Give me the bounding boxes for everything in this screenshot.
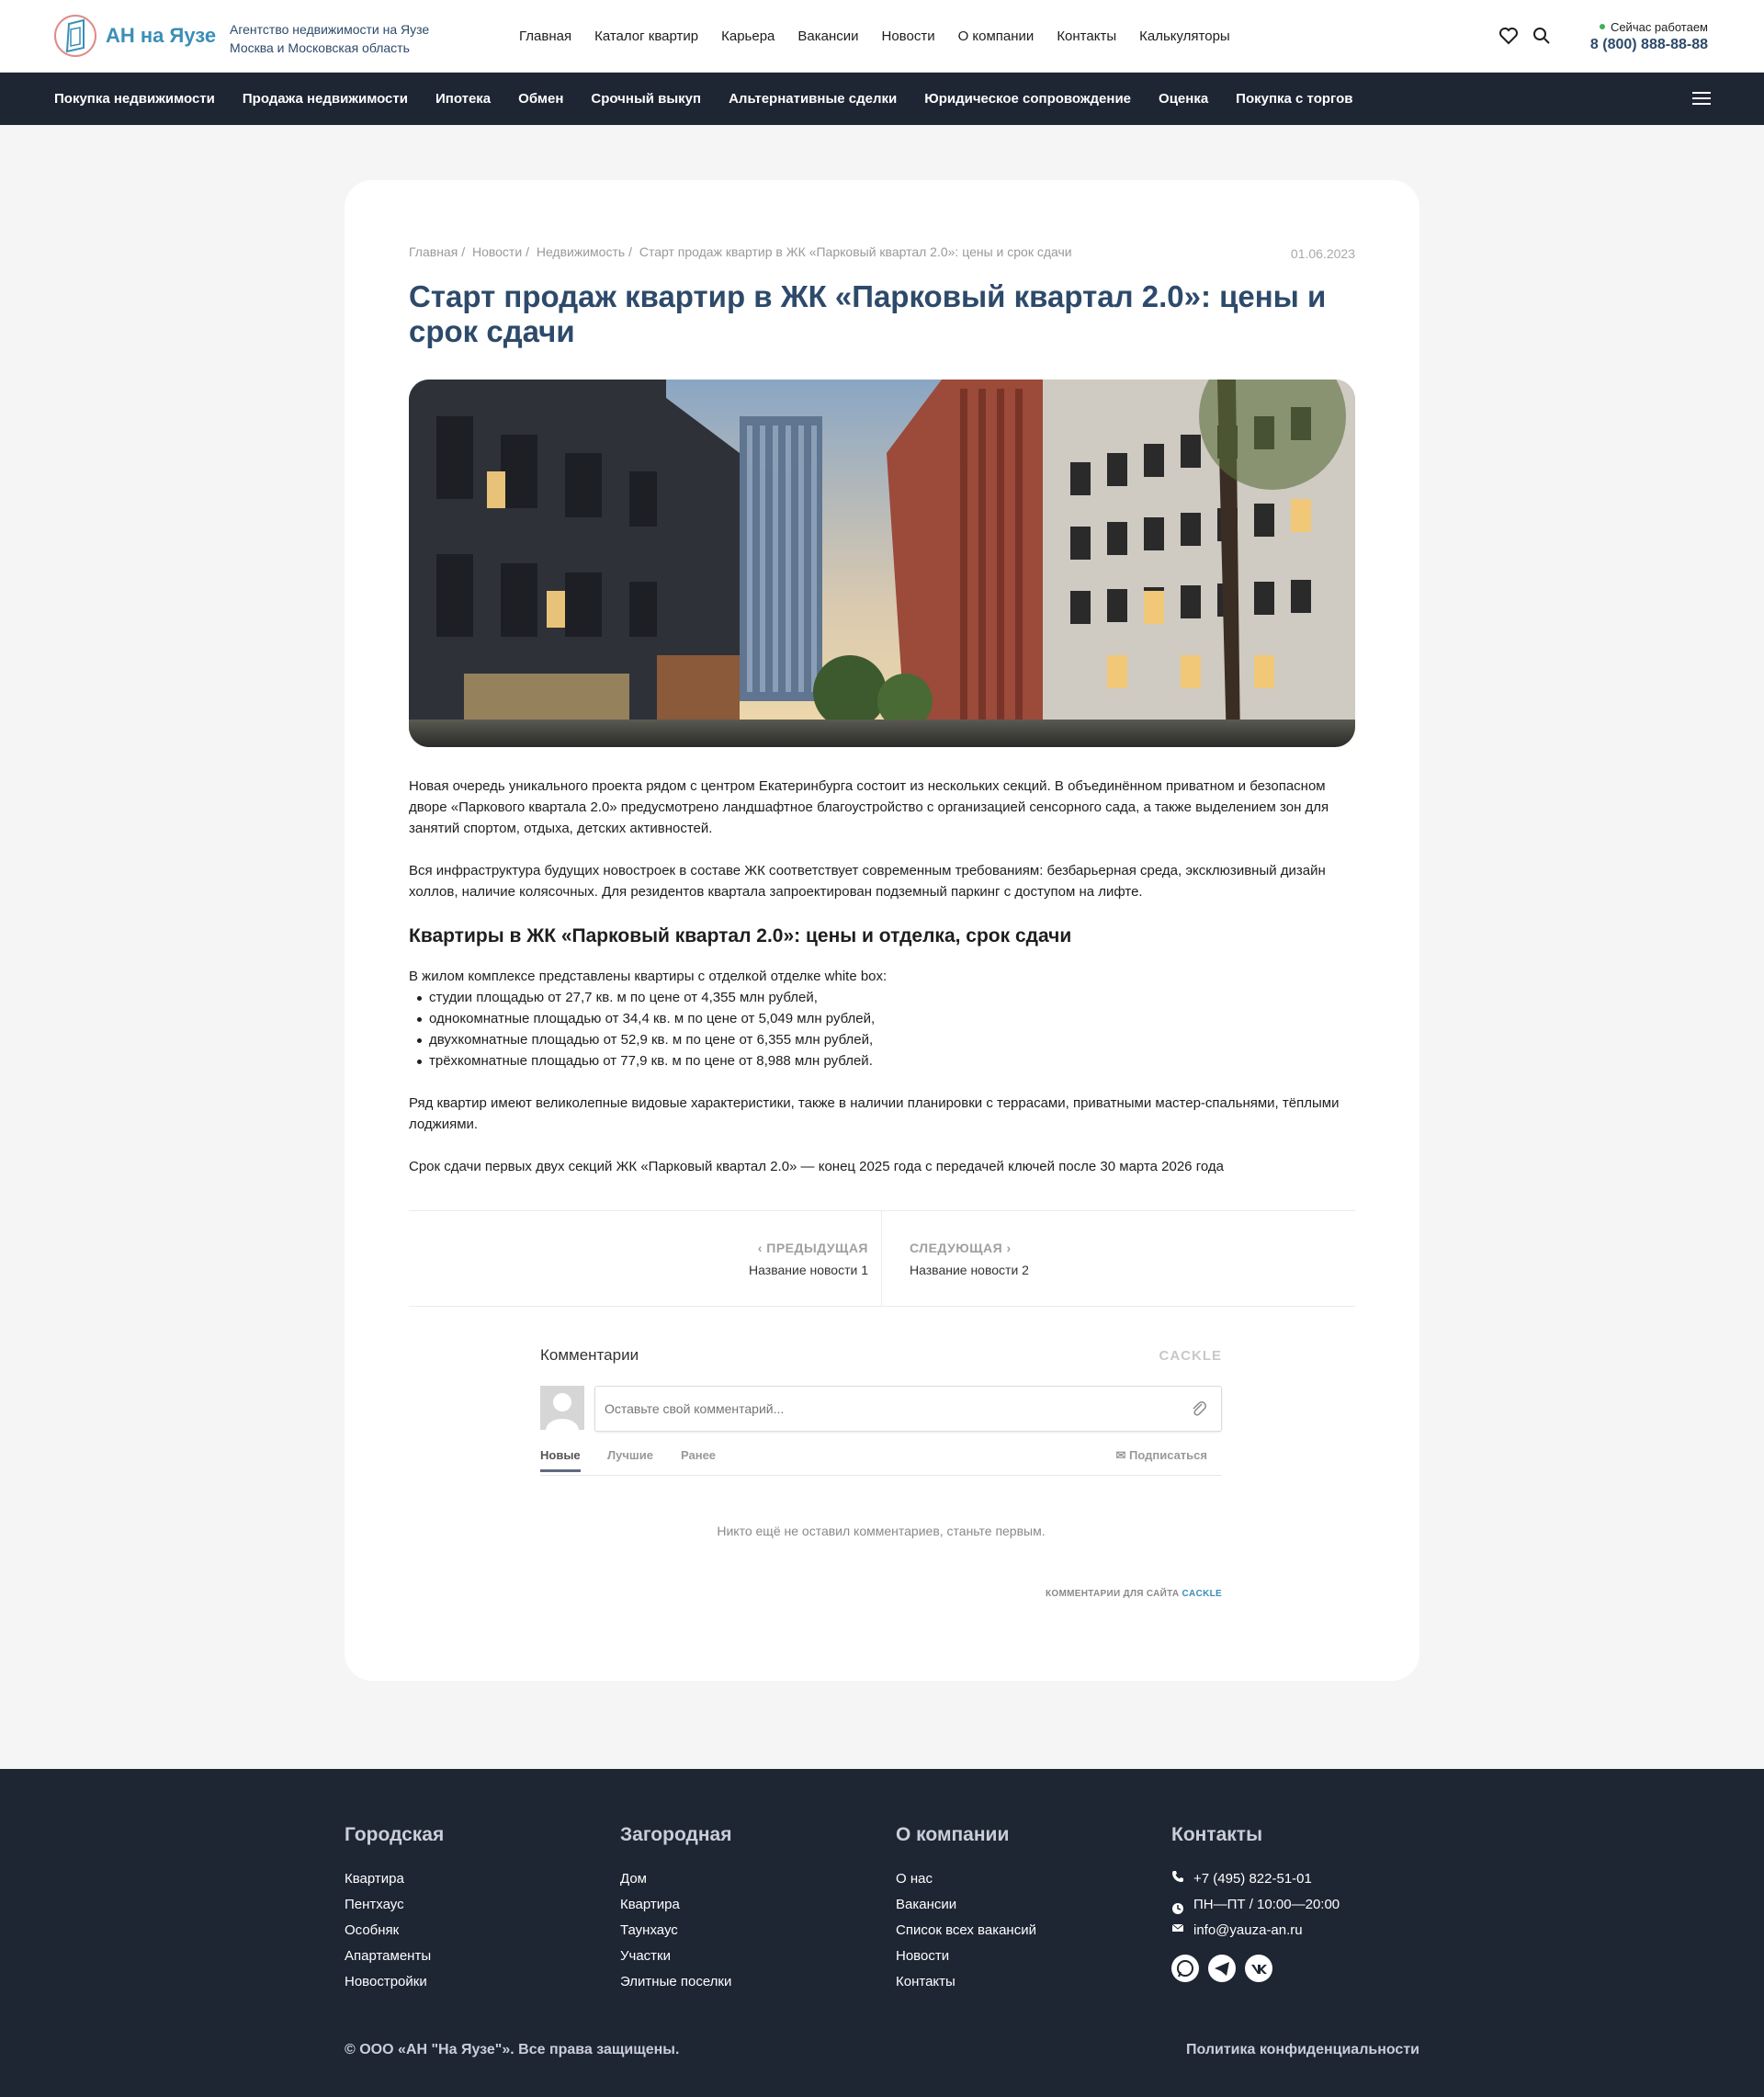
subnav-legal[interactable]: Юридическое сопровождение	[924, 91, 1132, 107]
footer-link[interactable]: Квартира	[620, 1897, 680, 1912]
comments-title: Комментарии	[540, 1346, 639, 1364]
footer-col-company	[896, 1824, 1036, 1995]
article-paragraph: Новая очередь уникального проекта рядом с центром Екатеринбурга состоит из нескольких секций. В объединённом приватном и безопасном дворе «Паркового квартала 2.0» предусмотрено ландшафтное благоустройство с организацией сенсорного сада, а также выделением зон для занятий спортом, отдыха, детских активностей.	[409, 778, 1329, 836]
article-subheading: Квартиры в ЖК «Парковый квартал 2.0»: цены и отделка, срок сдачи	[409, 925, 1072, 946]
comments-widget	[540, 1346, 1222, 1599]
comment-input[interactable]	[594, 1386, 1222, 1432]
list-item: трёхкомнатные площадью от 77,9 кв. м по цене от 8,988 млн рублей.	[409, 1050, 1355, 1071]
powered-by-link[interactable]	[1046, 1589, 1222, 1599]
footer-hours	[1171, 1892, 1340, 1918]
nav-calculators[interactable]: Калькуляторы	[1139, 28, 1230, 44]
prev-news-link[interactable]	[749, 1241, 868, 1277]
main-nav	[519, 28, 1253, 46]
list-item: студии площадью от 27,7 кв. м по цене от 4,355 млн рублей,	[409, 987, 1355, 1008]
footer-link[interactable]: Таунхаус	[620, 1922, 678, 1938]
footer-heading: Загородная	[620, 1824, 732, 1845]
work-status-text: Сейчас работаем	[1610, 20, 1708, 34]
prev-news-title: Название новости 1	[749, 1263, 868, 1277]
clock-icon	[1171, 1899, 1184, 1911]
logo[interactable]	[54, 15, 216, 57]
menu-icon[interactable]	[1692, 92, 1711, 107]
telegram-icon[interactable]	[1208, 1955, 1236, 1982]
search-icon[interactable]	[1531, 25, 1553, 47]
list-item: двухкомнатные площадью от 52,9 кв. м по цене от 6,355 млн рублей,	[409, 1029, 1355, 1050]
logo-icon	[54, 15, 96, 57]
tagline-line1: Агентство недвижимости на Яузе	[230, 22, 430, 37]
heart-icon[interactable]	[1498, 25, 1520, 47]
footer-phone-text: +7 (495) 822-51-01	[1193, 1871, 1312, 1887]
vk-icon[interactable]	[1245, 1955, 1272, 1982]
next-news-title: Название новости 2	[910, 1263, 1029, 1277]
breadcrumb-sep: /	[526, 244, 529, 259]
nav-about[interactable]: О компании	[957, 28, 1035, 44]
subnav-valuation[interactable]: Оценка	[1159, 91, 1209, 107]
paperclip-icon[interactable]	[1191, 1400, 1207, 1418]
list-intro: В жилом комплексе представлены квартиры с отделкой отделке white box:	[409, 969, 888, 984]
breadcrumb-realty[interactable]: Недвижимость	[536, 244, 626, 259]
subnav-mortgage[interactable]: Ипотека	[435, 91, 492, 107]
footer-link[interactable]: Новостройки	[345, 1974, 427, 1989]
footer-col-contacts	[1171, 1824, 1340, 1982]
article-paragraph: Срок сдачи первых двух секций ЖК «Парковый квартал 2.0» — конец 2025 года с передачей ключей после 30 марта 2026 года	[409, 1159, 1224, 1174]
footer-link[interactable]: Апартаменты	[345, 1948, 432, 1964]
mail-icon: ✉	[1115, 1448, 1129, 1462]
mail-icon	[1171, 1918, 1184, 1931]
subnav-auctions[interactable]: Покупка с торгов	[1236, 91, 1353, 107]
breadcrumb-sep: /	[461, 244, 466, 259]
apartment-list	[409, 987, 1355, 1071]
footer-link[interactable]: О нас	[896, 1871, 933, 1887]
footer-col-country	[620, 1824, 731, 1995]
article-image	[409, 380, 1355, 747]
no-comments-text: Никто ещё не оставил комментариев, станьте первым.	[717, 1524, 1046, 1538]
subnav-exchange[interactable]: Обмен	[518, 91, 564, 107]
footer-link[interactable]: Особняк	[345, 1922, 400, 1938]
tagline	[230, 20, 429, 57]
nav-vacancies[interactable]: Вакансии	[797, 28, 859, 44]
tab-new[interactable]: Новые	[540, 1448, 581, 1472]
avatar	[540, 1386, 584, 1430]
breadcrumb-current: Старт продаж квартир в ЖК «Парковый квартал 2.0»: цены и срок сдачи	[639, 244, 1072, 259]
list-item: однокомнатные площадью от 34,4 кв. м по цене от 5,049 млн рублей,	[409, 1008, 1355, 1029]
header-phone[interactable]: 8 (800) 888-88-88	[1589, 37, 1708, 52]
nav-career[interactable]: Карьера	[721, 28, 775, 44]
privacy-policy-link[interactable]: Политика конфиденциальности	[1185, 2042, 1419, 2057]
tagline-line2: Москва и Московская область	[230, 40, 410, 55]
powered-prefix: КОММЕНТАРИИ ДЛЯ САЙТА	[1045, 1589, 1180, 1599]
next-label: СЛЕДУЮЩАЯ	[910, 1241, 1003, 1255]
footer-email[interactable]	[1171, 1918, 1340, 1944]
subnav-buy[interactable]: Покупка недвижимости	[54, 91, 215, 107]
footer-link[interactable]: Квартира	[345, 1871, 404, 1887]
tab-best[interactable]: Лучшие	[607, 1448, 653, 1462]
breadcrumb-news[interactable]: Новости	[471, 244, 523, 259]
nav-contacts[interactable]: Контакты	[1057, 28, 1117, 44]
tab-earlier[interactable]: Ранее	[681, 1448, 717, 1462]
breadcrumb	[409, 244, 1076, 259]
phone-icon	[1171, 1866, 1184, 1879]
footer-phone[interactable]	[1171, 1866, 1340, 1892]
footer-heading: О компании	[896, 1824, 1010, 1845]
copyright: © ООО «АН "На Яузе"». Все права защищены.	[345, 2042, 680, 2057]
comment-tabs	[540, 1448, 1222, 1476]
article-pager	[409, 1210, 1355, 1307]
footer-heading: Городская	[345, 1824, 445, 1845]
whatsapp-icon[interactable]	[1171, 1955, 1199, 1982]
footer-heading: Контакты	[1171, 1824, 1263, 1845]
next-news-link[interactable]	[910, 1241, 1029, 1277]
subscribe-label: Подписаться	[1128, 1448, 1207, 1462]
article-paragraph: Вся инфраструктура будущих новостроек в составе ЖК соответствует современным требованиям: безбарьерная среда, эксклюзивный дизайн холлов, наличие колясочных. Для резидентов квартала запроектирован подземный паркинг с доступом на лифте.	[409, 863, 1326, 900]
chevron-left-icon: ‹	[757, 1241, 767, 1255]
article-card	[345, 180, 1419, 1681]
site-header	[0, 0, 1764, 73]
work-status	[1600, 19, 1708, 36]
footer-link[interactable]: Пентхаус	[345, 1897, 404, 1912]
subnav-sell[interactable]: Продажа недвижимости	[242, 91, 408, 107]
footer-link[interactable]: Новости	[896, 1948, 950, 1964]
powered-brand: CACKLE	[1182, 1589, 1222, 1599]
article-body	[409, 776, 1355, 1198]
footer-hours-text: ПН—ПТ / 10:00—20:00	[1193, 1897, 1340, 1912]
footer-link[interactable]: Список всех вакансий	[896, 1922, 1036, 1938]
footer-link[interactable]: Дом	[620, 1871, 647, 1887]
nav-catalog[interactable]: Каталог квартир	[594, 28, 699, 44]
subnav-alternative[interactable]: Альтернативные сделки	[729, 91, 898, 107]
footer-link[interactable]: Участки	[620, 1948, 671, 1964]
footer-col-city	[345, 1824, 444, 1995]
nav-news[interactable]: Новости	[881, 28, 935, 44]
breadcrumb-home[interactable]: Главная	[409, 244, 458, 259]
footer-link[interactable]: Элитные поселки	[620, 1974, 732, 1989]
chevron-right-icon: ›	[1002, 1241, 1012, 1255]
article-paragraph: Ряд квартир имеют великолепные видовые характеристики, также в наличии планировки с террасами, приватными мастер-спальнями, тёплыми лоджиями.	[409, 1095, 1340, 1132]
status-dot-icon	[1600, 24, 1605, 29]
footer-email-text: info@yauza-an.ru	[1193, 1922, 1303, 1938]
nav-home[interactable]: Главная	[519, 28, 572, 44]
subnav-urgent[interactable]: Срочный выкуп	[591, 91, 702, 107]
article-date: 01.06.2023	[1290, 246, 1355, 261]
subscribe-button[interactable]	[1115, 1448, 1207, 1463]
logo-text: АН на Яузе	[106, 24, 217, 47]
footer-link[interactable]: Контакты	[896, 1974, 956, 1989]
services-nav	[0, 73, 1764, 125]
prev-label: ПРЕДЫДУЩАЯ	[766, 1241, 868, 1255]
breadcrumb-sep: /	[628, 244, 632, 259]
social-links	[1171, 1955, 1340, 1982]
site-footer	[0, 1769, 1764, 2097]
page-title: Старт продаж квартир в ЖК «Парковый квартал 2.0»: цены и срок сдачи	[409, 279, 1327, 348]
footer-link[interactable]: Вакансии	[896, 1897, 957, 1912]
cackle-logo[interactable]: CACKLE	[1159, 1348, 1222, 1364]
